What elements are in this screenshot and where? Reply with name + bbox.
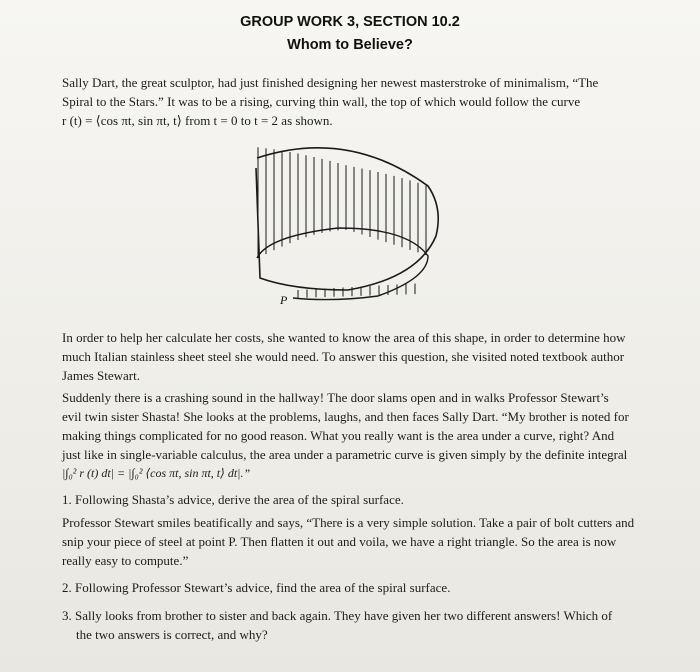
intro-paragraph bbox=[62, 73, 598, 130]
stewart-line: really easy to compute.” bbox=[62, 553, 189, 568]
cost-paragraph bbox=[62, 328, 626, 385]
cost-line: much Italian stainless sheet steel she would need. To answer this question, she visited noted textbook author bbox=[62, 349, 625, 364]
stewart-line: Professor Stewart smiles beatifically and says, “There is a very simple solution. Take a pair of bolt cutters and bbox=[62, 515, 635, 530]
cost-line: In order to help her calculate her costs, she wanted to know the area of this shape, in order to determine how bbox=[62, 330, 626, 345]
question-3-line: the two answers is correct, and why? bbox=[76, 627, 268, 642]
shasta-paragraph bbox=[62, 388, 629, 483]
page-title: GROUP WORK 3, SECTION 10.2 bbox=[240, 14, 460, 30]
point-p-label: P bbox=[280, 293, 288, 307]
question-3-line: 3. Sally looks from brother to sister and back again. They have given her two different answers! Which of bbox=[62, 608, 613, 623]
question-1: 1. Following Shasta’s advice, derive the area of the spiral surface. bbox=[62, 492, 404, 507]
intro-line: Sally Dart, the great sculptor, had just finished designing her newest masterstroke of minimalism, “The bbox=[62, 75, 599, 90]
shasta-line: making things complicated for no good reason. What you really want is the area under a curve, right? And bbox=[62, 428, 615, 443]
spiral-wall-figure bbox=[238, 128, 448, 308]
question-2: 2. Following Professor Stewart’s advice, find the area of the spiral surface. bbox=[62, 580, 451, 595]
cost-line: James Stewart. bbox=[62, 368, 140, 383]
integral-formula: |∫₀² r (t) dt| = |∫₀² ⟨cos πt, sin πt, t⟩ dt|.” bbox=[62, 466, 251, 480]
intro-line: r (t) = ⟨cos πt, sin πt, t⟩ from t = 0 to t = 2 as shown. bbox=[62, 113, 333, 128]
shasta-line: just like in single-variable calculus, the area under a parametric curve is given simply by the definite integral bbox=[62, 447, 628, 462]
intro-line: Spiral to the Stars.” It was to be a rising, curving thin wall, the top of which would follow the curve bbox=[62, 94, 581, 109]
stewart-line: snip your piece of steel at point P. Then flatten it out and voila, we have a right triangle. So the area is now bbox=[62, 534, 617, 549]
page-subtitle: Whom to Believe? bbox=[287, 37, 413, 53]
question-3 bbox=[62, 606, 612, 644]
shasta-line: evil twin sister Shasta! She looks at the problems, laughs, and then faces Sally Dart. “My brother is noted for bbox=[62, 409, 629, 424]
stewart-paragraph bbox=[62, 513, 634, 570]
spiral-top-outline bbox=[256, 148, 438, 290]
shasta-line: Suddenly there is a crashing sound in the hallway! The door slams open and in walks Professor Stewart’s bbox=[62, 390, 609, 405]
